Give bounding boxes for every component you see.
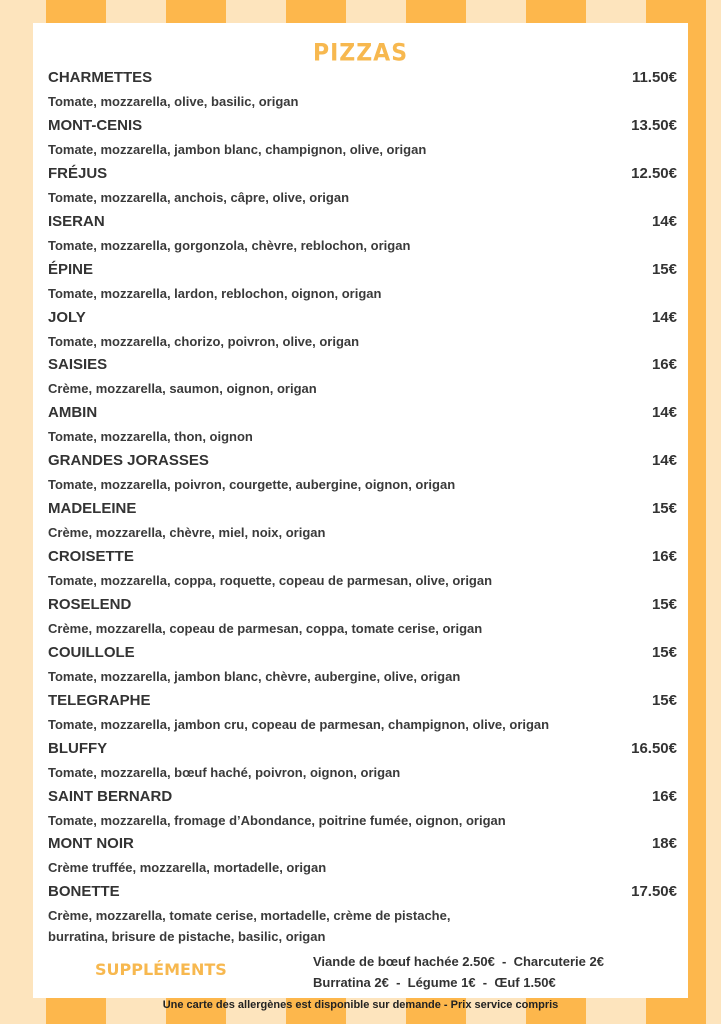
menu-item [48,69,677,115]
item-description: Tomate, mozzarella, jambon blanc, champignon, olive, origan [48,141,427,157]
item-description: Tomate, mozzarella, jambon blanc, chèvre, aubergine, olive, origan [48,668,461,684]
menu-item [48,261,677,307]
item-price: 12.50€ [631,164,677,182]
item-description: Tomate, mozzarella, chorizo, poivron, olive, origan [48,333,360,349]
item-description: Crème truffée, mozzarella, mortadelle, origan [48,860,327,876]
item-price: 15€ [651,500,677,518]
item-price: 14€ [651,212,677,230]
item-price: 11.50€ [631,69,677,86]
item-description: Crème, mozzarella, tomate cerise, mortadelle, crème de pistache, [48,908,451,924]
menu-item [48,356,677,402]
item-name: MADELEINE [48,500,137,518]
item-price: 14€ [651,308,677,326]
item-price: 18€ [651,835,677,853]
item-price: 17.50€ [631,883,677,901]
item-name: AMBIN [48,404,98,422]
menu-item [48,165,677,211]
supplements-title: SUPPLÉMENTS [95,960,227,979]
menu-item [48,883,677,945]
menu-item [48,644,677,690]
item-name: JOLY [48,308,86,326]
item-description: Tomate, mozzarella, bœuf haché, poivron, oignon, origan [48,764,401,780]
menu-item [48,548,677,594]
item-name: SAINT BERNARD [48,787,173,805]
menu-panel [33,23,688,998]
item-price: 15€ [651,595,677,613]
menu-item [48,500,677,546]
item-description-2: burratina, brisure de pistache, basilic, origan [48,929,326,945]
menu-item [48,788,677,834]
menu-item [48,309,677,355]
supplements-line-1: Viande de bœuf hachée 2.50€ - Charcuterie 2€ [313,954,604,969]
item-description: Tomate, mozzarella, thon, oignon [48,429,253,445]
item-description: Tomate, mozzarella, anchois, câpre, olive, origan [48,189,350,205]
footer-note: Une carte des allergènes est disponible sur demande - Prix service compris [162,999,559,1011]
item-description: Tomate, mozzarella, gorgonzola, chèvre, reblochon, origan [48,237,411,253]
item-name: BLUFFY [48,739,108,757]
item-description: Crème, mozzarella, copeau de parmesan, coppa, tomate cerise, origan [48,620,483,636]
item-price: 16€ [651,356,677,374]
menu-item [48,452,677,498]
item-description: Crème, mozzarella, saumon, oignon, origan [48,381,317,397]
item-name: GRANDES JORASSES [48,452,209,470]
item-description: Tomate, mozzarella, jambon cru, copeau de parmesan, champignon, olive, origan [48,716,550,732]
item-name: FRÉJUS [48,164,108,182]
item-name: SAISIES [48,356,108,374]
item-price: 16€ [651,787,677,805]
supplements-line-2: Burratina 2€ - Légume 1€ - Œuf 1.50€ [313,975,556,990]
menu-item [48,835,677,881]
menu-title: PIZZAS [312,39,409,68]
item-price: 15€ [651,643,677,661]
menu-item [48,596,677,642]
item-name: TELEGRAPHE [48,691,151,709]
item-name: CHARMETTES [48,69,153,86]
item-description: Tomate, mozzarella, poivron, courgette, aubergine, oignon, origan [48,477,456,493]
item-price: 14€ [651,452,677,470]
menu-item [48,404,677,450]
item-name: ÉPINE [48,260,94,278]
item-name: MONT-CENIS [48,116,143,134]
item-description: Tomate, mozzarella, olive, basilic, origan [48,94,299,109]
menu-item [48,740,677,786]
item-price: 15€ [651,691,677,709]
menu-item [48,213,677,259]
item-name: CROISETTE [48,548,134,565]
item-name: ROSELEND [48,595,132,613]
item-name: MONT NOIR [48,835,134,853]
item-name: COUILLOLE [48,643,135,661]
item-name: ISERAN [48,212,105,230]
item-price: 15€ [651,260,677,278]
item-description: Tomate, mozzarella, lardon, reblochon, oignon, origan [48,285,382,301]
item-description: Tomate, mozzarella, fromage d’Abondance, poitrine fumée, oignon, origan [48,812,506,828]
item-price: 14€ [651,404,677,422]
menu-item [48,692,677,738]
item-price: 16€ [651,548,677,565]
item-price: 16.50€ [631,739,677,757]
item-description: Tomate, mozzarella, coppa, roquette, copeau de parmesan, olive, origan [48,573,493,588]
item-name: BONETTE [48,883,120,901]
item-price: 13.50€ [631,116,677,134]
item-description: Crème, mozzarella, chèvre, miel, noix, origan [48,525,326,541]
menu-item [48,117,677,163]
